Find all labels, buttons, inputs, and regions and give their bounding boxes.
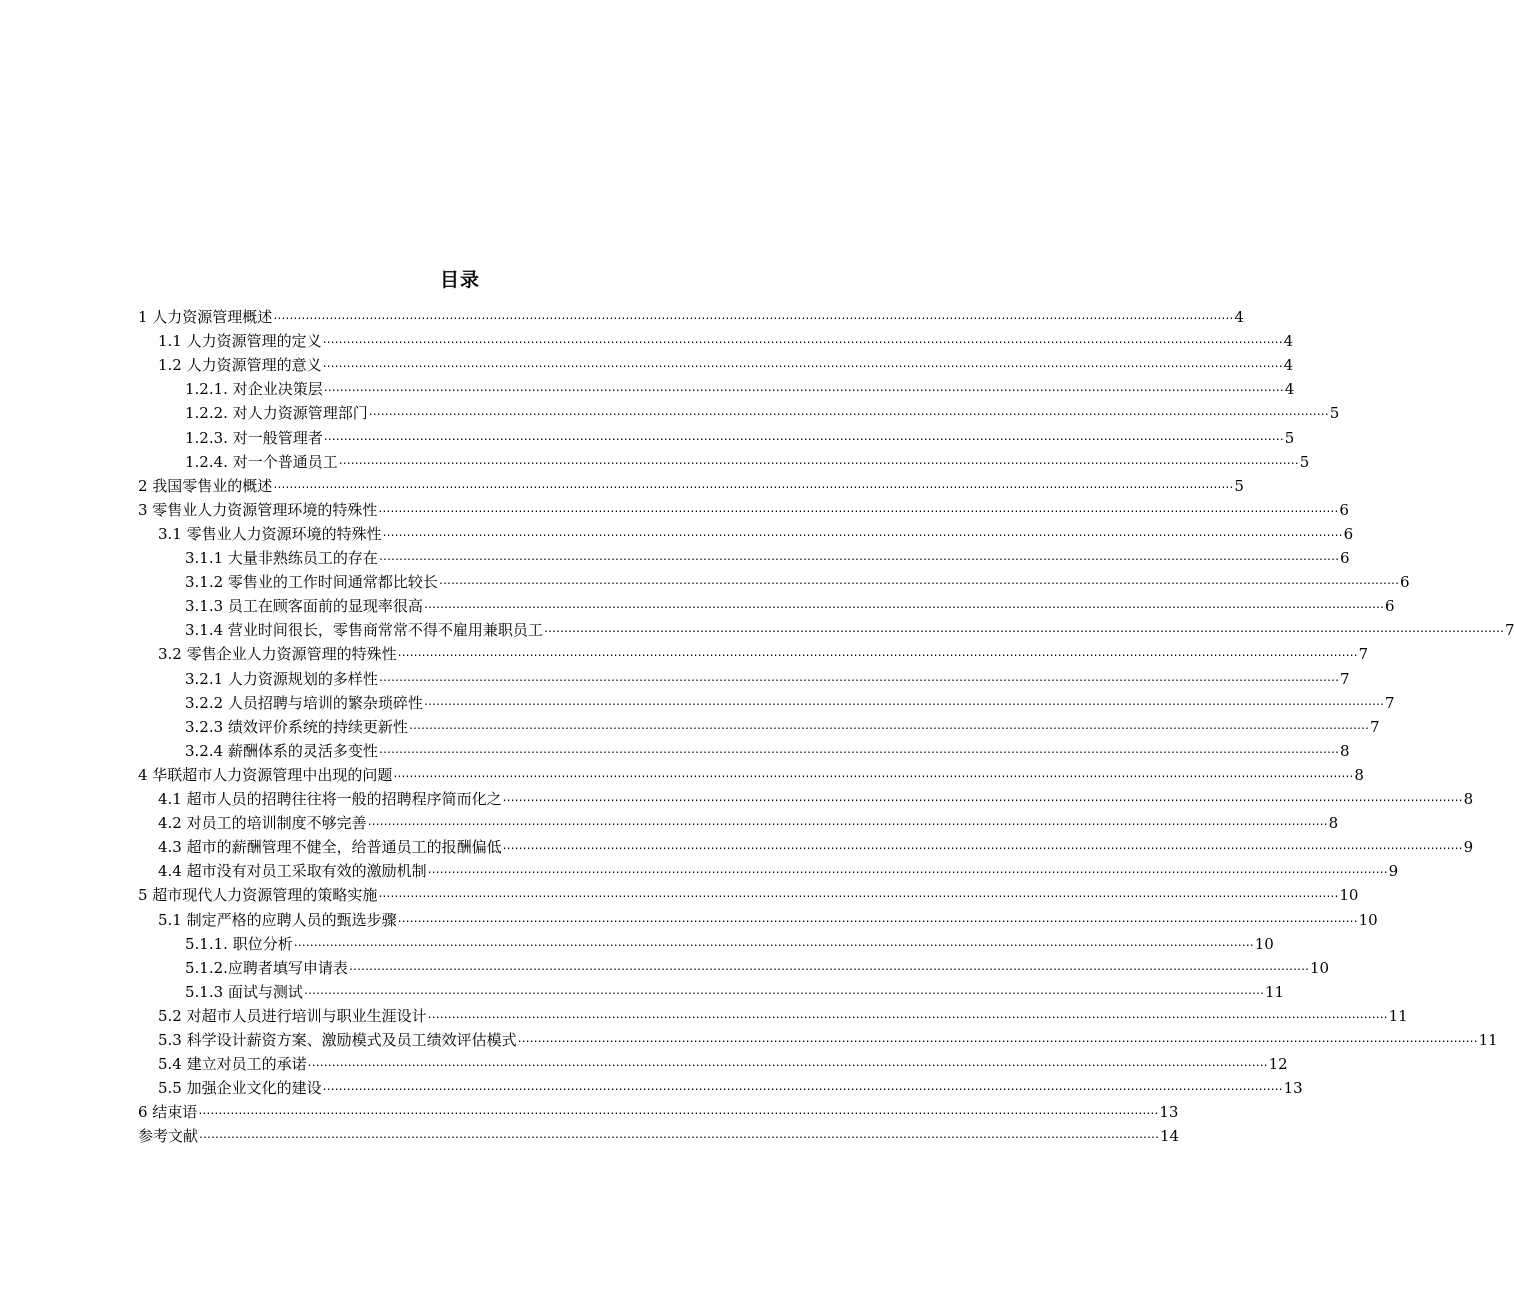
toc-entry[interactable] xyxy=(138,1124,1180,1148)
toc-entry-page-number: 9 xyxy=(1463,838,1474,857)
toc-entry[interactable] xyxy=(185,426,1295,450)
toc-entry-label: 4.1 超市人员的招聘往往将一般的招聘程序简而化之 xyxy=(158,790,502,808)
toc-dot-leader: ⋯⋯⋯⋯⋯⋯⋯⋯⋯⋯⋯⋯⋯⋯⋯⋯⋯⋯⋯⋯⋯⋯⋯⋯⋯⋯⋯⋯⋯⋯⋯⋯⋯⋯⋯⋯⋯⋯⋯⋯⋯⋯⋯⋯⋯⋯⋯⋯⋯⋯⋯⋯⋯⋯⋯⋯⋯⋯⋯⋯⋯⋯⋯⋯⋯⋯⋯⋯⋯⋯⋯⋯⋯⋯⋯⋯⋯⋯⋯⋯ xyxy=(427,1009,1388,1024)
toc-dot-leader: ⋯⋯⋯⋯⋯⋯⋯⋯⋯⋯⋯⋯⋯⋯⋯⋯⋯⋯⋯⋯⋯⋯⋯⋯⋯⋯⋯⋯⋯⋯⋯⋯⋯⋯⋯⋯⋯⋯⋯⋯⋯⋯⋯⋯⋯⋯⋯⋯⋯⋯⋯⋯⋯⋯⋯⋯⋯⋯⋯⋯⋯⋯⋯⋯⋯⋯⋯⋯⋯⋯⋯⋯⋯⋯⋯⋯⋯⋯⋯⋯ xyxy=(199,1130,1160,1145)
toc-entry-page-number: 5 xyxy=(1299,452,1310,471)
toc-entry[interactable] xyxy=(185,618,1514,642)
toc-dot-leader: ⋯⋯⋯⋯⋯⋯⋯⋯⋯⋯⋯⋯⋯⋯⋯⋯⋯⋯⋯⋯⋯⋯⋯⋯⋯⋯⋯⋯⋯⋯⋯⋯⋯⋯⋯⋯⋯⋯⋯⋯⋯⋯⋯⋯⋯⋯⋯⋯⋯⋯⋯⋯⋯⋯⋯⋯⋯⋯⋯⋯⋯⋯⋯⋯⋯⋯⋯⋯⋯⋯⋯⋯⋯⋯⋯⋯⋯⋯⋯⋯ xyxy=(397,913,1358,928)
toc-dot-leader: ⋯⋯⋯⋯⋯⋯⋯⋯⋯⋯⋯⋯⋯⋯⋯⋯⋯⋯⋯⋯⋯⋯⋯⋯⋯⋯⋯⋯⋯⋯⋯⋯⋯⋯⋯⋯⋯⋯⋯⋯⋯⋯⋯⋯⋯⋯⋯⋯⋯⋯⋯⋯⋯⋯⋯⋯⋯⋯⋯⋯⋯⋯⋯⋯⋯⋯⋯⋯⋯⋯⋯⋯⋯⋯⋯⋯⋯⋯⋯⋯ xyxy=(517,1034,1478,1048)
toc-entry-label: 4 华联超市人力资源管理中出现的问题 xyxy=(138,765,393,784)
toc-entry-label: 3.2.3 绩效评价系统的持续更新性 xyxy=(185,717,408,736)
toc-dot-leader: ⋯⋯⋯⋯⋯⋯⋯⋯⋯⋯⋯⋯⋯⋯⋯⋯⋯⋯⋯⋯⋯⋯⋯⋯⋯⋯⋯⋯⋯⋯⋯⋯⋯⋯⋯⋯⋯⋯⋯⋯⋯⋯⋯⋯⋯⋯⋯⋯⋯⋯⋯⋯⋯⋯⋯⋯⋯⋯⋯⋯⋯⋯⋯⋯⋯⋯⋯⋯⋯⋯⋯⋯⋯⋯⋯⋯⋯⋯⋯⋯ xyxy=(323,383,1284,398)
toc-entry-page-number: 10 xyxy=(1309,958,1330,977)
toc-entry[interactable] xyxy=(185,546,1350,570)
toc-entry[interactable] xyxy=(158,1052,1288,1076)
toc-entry[interactable] xyxy=(158,329,1294,353)
toc-entry-page-number: 4 xyxy=(1284,380,1295,399)
toc-entry-page-number: 10 xyxy=(1254,934,1274,953)
toc-entry-label: 5 超市现代人力资源管理的策略实施 xyxy=(138,886,378,905)
toc-entry[interactable] xyxy=(158,642,1369,666)
toc-entry-page-number: 7 xyxy=(1358,645,1369,664)
toc-dot-leader: ⋯⋯⋯⋯⋯⋯⋯⋯⋯⋯⋯⋯⋯⋯⋯⋯⋯⋯⋯⋯⋯⋯⋯⋯⋯⋯⋯⋯⋯⋯⋯⋯⋯⋯⋯⋯⋯⋯⋯⋯⋯⋯⋯⋯⋯⋯⋯⋯⋯⋯⋯⋯⋯⋯⋯⋯⋯⋯⋯⋯⋯⋯⋯⋯⋯⋯⋯⋯⋯⋯⋯⋯⋯⋯⋯⋯⋯⋯⋯⋯ xyxy=(427,865,1388,880)
toc-entry-label: 1.2 人力资源管理的意义 xyxy=(158,356,322,375)
toc-entry-label: 4.4 超市没有对员工采取有效的激励机制 xyxy=(158,862,427,881)
toc-dot-leader: ⋯⋯⋯⋯⋯⋯⋯⋯⋯⋯⋯⋯⋯⋯⋯⋯⋯⋯⋯⋯⋯⋯⋯⋯⋯⋯⋯⋯⋯⋯⋯⋯⋯⋯⋯⋯⋯⋯⋯⋯⋯⋯⋯⋯⋯⋯⋯⋯⋯⋯⋯⋯⋯⋯⋯⋯⋯⋯⋯⋯⋯⋯⋯⋯⋯⋯⋯⋯⋯⋯⋯⋯⋯⋯⋯⋯⋯⋯⋯⋯ xyxy=(338,455,1299,470)
toc-dot-leader: ⋯⋯⋯⋯⋯⋯⋯⋯⋯⋯⋯⋯⋯⋯⋯⋯⋯⋯⋯⋯⋯⋯⋯⋯⋯⋯⋯⋯⋯⋯⋯⋯⋯⋯⋯⋯⋯⋯⋯⋯⋯⋯⋯⋯⋯⋯⋯⋯⋯⋯⋯⋯⋯⋯⋯⋯⋯⋯⋯⋯⋯⋯⋯⋯⋯⋯⋯⋯⋯⋯⋯⋯⋯⋯⋯⋯⋯⋯⋯⋯ xyxy=(273,311,1234,325)
toc-dot-leader: ⋯⋯⋯⋯⋯⋯⋯⋯⋯⋯⋯⋯⋯⋯⋯⋯⋯⋯⋯⋯⋯⋯⋯⋯⋯⋯⋯⋯⋯⋯⋯⋯⋯⋯⋯⋯⋯⋯⋯⋯⋯⋯⋯⋯⋯⋯⋯⋯⋯⋯⋯⋯⋯⋯⋯⋯⋯⋯⋯⋯⋯⋯⋯⋯⋯⋯⋯⋯⋯⋯⋯⋯⋯⋯⋯⋯⋯⋯⋯⋯ xyxy=(198,1106,1159,1121)
toc-entry-page-number: 10 xyxy=(1358,910,1378,929)
toc-entry-page-number: 8 xyxy=(1463,790,1474,808)
toc-entry-label: 3.2.2 人员招聘与培训的繁杂琐碎性 xyxy=(185,693,423,712)
toc-entry[interactable] xyxy=(158,1004,1408,1028)
toc-entry[interactable] xyxy=(158,859,1399,883)
toc-entry[interactable] xyxy=(158,811,1339,835)
toc-dot-leader: ⋯⋯⋯⋯⋯⋯⋯⋯⋯⋯⋯⋯⋯⋯⋯⋯⋯⋯⋯⋯⋯⋯⋯⋯⋯⋯⋯⋯⋯⋯⋯⋯⋯⋯⋯⋯⋯⋯⋯⋯⋯⋯⋯⋯⋯⋯⋯⋯⋯⋯⋯⋯⋯⋯⋯⋯⋯⋯⋯⋯⋯⋯⋯⋯⋯⋯⋯⋯⋯⋯⋯⋯⋯⋯⋯⋯⋯⋯⋯⋯ xyxy=(323,431,1284,446)
toc-dot-leader: ⋯⋯⋯⋯⋯⋯⋯⋯⋯⋯⋯⋯⋯⋯⋯⋯⋯⋯⋯⋯⋯⋯⋯⋯⋯⋯⋯⋯⋯⋯⋯⋯⋯⋯⋯⋯⋯⋯⋯⋯⋯⋯⋯⋯⋯⋯⋯⋯⋯⋯⋯⋯⋯⋯⋯⋯⋯⋯⋯⋯⋯⋯⋯⋯⋯⋯⋯⋯⋯⋯⋯⋯⋯⋯⋯⋯⋯⋯⋯⋯ xyxy=(378,672,1339,687)
toc-entry-label: 1.2.1. 对企业决策层 xyxy=(185,380,323,399)
toc-entry-page-number: 7 xyxy=(1504,621,1514,640)
toc-entry[interactable] xyxy=(138,498,1349,522)
toc-entry-label: 1.2.4. 对一个普通员工 xyxy=(185,452,338,471)
toc-dot-leader: ⋯⋯⋯⋯⋯⋯⋯⋯⋯⋯⋯⋯⋯⋯⋯⋯⋯⋯⋯⋯⋯⋯⋯⋯⋯⋯⋯⋯⋯⋯⋯⋯⋯⋯⋯⋯⋯⋯⋯⋯⋯⋯⋯⋯⋯⋯⋯⋯⋯⋯⋯⋯⋯⋯⋯⋯⋯⋯⋯⋯⋯⋯⋯⋯⋯⋯⋯⋯⋯⋯⋯⋯⋯⋯⋯⋯⋯⋯⋯⋯ xyxy=(543,624,1504,639)
toc-dot-leader: ⋯⋯⋯⋯⋯⋯⋯⋯⋯⋯⋯⋯⋯⋯⋯⋯⋯⋯⋯⋯⋯⋯⋯⋯⋯⋯⋯⋯⋯⋯⋯⋯⋯⋯⋯⋯⋯⋯⋯⋯⋯⋯⋯⋯⋯⋯⋯⋯⋯⋯⋯⋯⋯⋯⋯⋯⋯⋯⋯⋯⋯⋯⋯⋯⋯⋯⋯⋯⋯⋯⋯⋯⋯⋯⋯⋯⋯⋯⋯⋯ xyxy=(378,503,1339,518)
toc-entry-page-number: 5 xyxy=(1329,404,1340,423)
toc-entry-page-number: 8 xyxy=(1339,741,1350,760)
toc-entry-page-number: 5 xyxy=(1234,476,1244,495)
toc-entry-page-number: 11 xyxy=(1388,1006,1408,1025)
toc-entry[interactable] xyxy=(185,956,1330,980)
toc-entry-label: 5.5 加强企业文化的建设 xyxy=(158,1079,322,1098)
toc-entry-page-number: 4 xyxy=(1234,308,1244,326)
toc-dot-leader: ⋯⋯⋯⋯⋯⋯⋯⋯⋯⋯⋯⋯⋯⋯⋯⋯⋯⋯⋯⋯⋯⋯⋯⋯⋯⋯⋯⋯⋯⋯⋯⋯⋯⋯⋯⋯⋯⋯⋯⋯⋯⋯⋯⋯⋯⋯⋯⋯⋯⋯⋯⋯⋯⋯⋯⋯⋯⋯⋯⋯⋯⋯⋯⋯⋯⋯⋯⋯⋯⋯⋯⋯⋯⋯⋯⋯⋯⋯⋯⋯ xyxy=(408,720,1369,735)
toc-entry-label: 5.4 建立对员工的承诺 xyxy=(158,1055,307,1074)
toc-entry[interactable] xyxy=(138,1100,1179,1124)
toc-entry-label: 3.2.1 人力资源规划的多样性 xyxy=(185,669,378,688)
toc-entry[interactable] xyxy=(185,401,1340,425)
toc-entry[interactable] xyxy=(158,1076,1303,1100)
toc-entry[interactable] xyxy=(185,667,1350,691)
toc-entry-label: 1 人力资源管理概述 xyxy=(138,308,273,326)
toc-dot-leader: ⋯⋯⋯⋯⋯⋯⋯⋯⋯⋯⋯⋯⋯⋯⋯⋯⋯⋯⋯⋯⋯⋯⋯⋯⋯⋯⋯⋯⋯⋯⋯⋯⋯⋯⋯⋯⋯⋯⋯⋯⋯⋯⋯⋯⋯⋯⋯⋯⋯⋯⋯⋯⋯⋯⋯⋯⋯⋯⋯⋯⋯⋯⋯⋯⋯⋯⋯⋯⋯⋯⋯⋯⋯⋯⋯⋯⋯⋯⋯⋯ xyxy=(322,359,1283,374)
toc-dot-leader: ⋯⋯⋯⋯⋯⋯⋯⋯⋯⋯⋯⋯⋯⋯⋯⋯⋯⋯⋯⋯⋯⋯⋯⋯⋯⋯⋯⋯⋯⋯⋯⋯⋯⋯⋯⋯⋯⋯⋯⋯⋯⋯⋯⋯⋯⋯⋯⋯⋯⋯⋯⋯⋯⋯⋯⋯⋯⋯⋯⋯⋯⋯⋯⋯⋯⋯⋯⋯⋯⋯⋯⋯⋯⋯⋯⋯⋯⋯⋯⋯ xyxy=(438,576,1399,591)
toc-entry-label: 5.2 对超市人员进行培训与职业生涯设计 xyxy=(158,1006,427,1025)
toc-entry-page-number: 5 xyxy=(1284,428,1295,447)
toc-entry-label: 5.1.2.应聘者填写申请表 xyxy=(185,958,348,977)
toc-entry[interactable] xyxy=(185,691,1395,715)
toc-dot-leader: ⋯⋯⋯⋯⋯⋯⋯⋯⋯⋯⋯⋯⋯⋯⋯⋯⋯⋯⋯⋯⋯⋯⋯⋯⋯⋯⋯⋯⋯⋯⋯⋯⋯⋯⋯⋯⋯⋯⋯⋯⋯⋯⋯⋯⋯⋯⋯⋯⋯⋯⋯⋯⋯⋯⋯⋯⋯⋯⋯⋯⋯⋯⋯⋯⋯⋯⋯⋯⋯⋯⋯⋯⋯⋯⋯⋯⋯⋯⋯⋯ xyxy=(307,1058,1268,1073)
toc-entry[interactable] xyxy=(158,522,1354,546)
toc-entry[interactable] xyxy=(185,932,1274,956)
toc-entry[interactable] xyxy=(138,763,1364,787)
toc-dot-leader: ⋯⋯⋯⋯⋯⋯⋯⋯⋯⋯⋯⋯⋯⋯⋯⋯⋯⋯⋯⋯⋯⋯⋯⋯⋯⋯⋯⋯⋯⋯⋯⋯⋯⋯⋯⋯⋯⋯⋯⋯⋯⋯⋯⋯⋯⋯⋯⋯⋯⋯⋯⋯⋯⋯⋯⋯⋯⋯⋯⋯⋯⋯⋯⋯⋯⋯⋯⋯⋯⋯⋯⋯⋯⋯⋯⋯⋯⋯⋯⋯ xyxy=(322,335,1283,350)
toc-entry[interactable] xyxy=(158,787,1474,811)
toc-dot-leader: ⋯⋯⋯⋯⋯⋯⋯⋯⋯⋯⋯⋯⋯⋯⋯⋯⋯⋯⋯⋯⋯⋯⋯⋯⋯⋯⋯⋯⋯⋯⋯⋯⋯⋯⋯⋯⋯⋯⋯⋯⋯⋯⋯⋯⋯⋯⋯⋯⋯⋯⋯⋯⋯⋯⋯⋯⋯⋯⋯⋯⋯⋯⋯⋯⋯⋯⋯⋯⋯⋯⋯⋯⋯⋯⋯⋯⋯⋯⋯⋯ xyxy=(368,407,1329,422)
toc-entry[interactable] xyxy=(185,980,1285,1004)
toc-entry-label: 1.2.3. 对一般管理者 xyxy=(185,428,323,447)
toc-entry-page-number: 11 xyxy=(1478,1031,1498,1049)
toc-entry-label: 6 结束语 xyxy=(138,1103,198,1122)
toc-dot-leader: ⋯⋯⋯⋯⋯⋯⋯⋯⋯⋯⋯⋯⋯⋯⋯⋯⋯⋯⋯⋯⋯⋯⋯⋯⋯⋯⋯⋯⋯⋯⋯⋯⋯⋯⋯⋯⋯⋯⋯⋯⋯⋯⋯⋯⋯⋯⋯⋯⋯⋯⋯⋯⋯⋯⋯⋯⋯⋯⋯⋯⋯⋯⋯⋯⋯⋯⋯⋯⋯⋯⋯⋯⋯⋯⋯⋯⋯⋯⋯⋯ xyxy=(423,600,1384,615)
toc-entry-page-number: 8 xyxy=(1354,765,1364,784)
toc-entry-page-number: 6 xyxy=(1339,500,1349,519)
toc-entry-page-number: 6 xyxy=(1339,549,1350,567)
toc-dot-leader: ⋯⋯⋯⋯⋯⋯⋯⋯⋯⋯⋯⋯⋯⋯⋯⋯⋯⋯⋯⋯⋯⋯⋯⋯⋯⋯⋯⋯⋯⋯⋯⋯⋯⋯⋯⋯⋯⋯⋯⋯⋯⋯⋯⋯⋯⋯⋯⋯⋯⋯⋯⋯⋯⋯⋯⋯⋯⋯⋯⋯⋯⋯⋯⋯⋯⋯⋯⋯⋯⋯⋯⋯⋯⋯⋯⋯⋯⋯⋯⋯ xyxy=(502,841,1463,856)
toc-entry-label: 4.2 对员工的培训制度不够完善 xyxy=(158,814,367,833)
toc-entry-label: 参考文献 xyxy=(138,1127,199,1146)
toc-dot-leader: ⋯⋯⋯⋯⋯⋯⋯⋯⋯⋯⋯⋯⋯⋯⋯⋯⋯⋯⋯⋯⋯⋯⋯⋯⋯⋯⋯⋯⋯⋯⋯⋯⋯⋯⋯⋯⋯⋯⋯⋯⋯⋯⋯⋯⋯⋯⋯⋯⋯⋯⋯⋯⋯⋯⋯⋯⋯⋯⋯⋯⋯⋯⋯⋯⋯⋯⋯⋯⋯⋯⋯⋯⋯⋯⋯⋯⋯⋯⋯⋯ xyxy=(378,889,1339,904)
toc-entry-label: 3.2.4 薪酬体系的灵活多变性 xyxy=(185,741,378,760)
toc-entry-page-number: 6 xyxy=(1399,573,1410,592)
toc-entry[interactable] xyxy=(158,908,1378,932)
toc-entry-page-number: 11 xyxy=(1264,982,1285,1001)
toc-entry-label: 3.1.1 大量非熟练员工的存在 xyxy=(185,549,378,567)
toc-entry[interactable] xyxy=(185,377,1295,401)
toc-entry-label: 5.1 制定严格的应聘人员的甄选步骤 xyxy=(158,910,397,929)
toc-entry-page-number: 7 xyxy=(1369,717,1380,736)
table-of-contents xyxy=(0,305,1514,1146)
toc-entry-page-number: 6 xyxy=(1343,524,1354,543)
toc-dot-leader: ⋯⋯⋯⋯⋯⋯⋯⋯⋯⋯⋯⋯⋯⋯⋯⋯⋯⋯⋯⋯⋯⋯⋯⋯⋯⋯⋯⋯⋯⋯⋯⋯⋯⋯⋯⋯⋯⋯⋯⋯⋯⋯⋯⋯⋯⋯⋯⋯⋯⋯⋯⋯⋯⋯⋯⋯⋯⋯⋯⋯⋯⋯⋯⋯⋯⋯⋯⋯⋯⋯⋯⋯⋯⋯⋯⋯⋯⋯⋯⋯ xyxy=(322,1082,1283,1097)
toc-entry-page-number: 12 xyxy=(1268,1055,1288,1074)
toc-entry-page-number: 4 xyxy=(1283,356,1294,375)
toc-entry[interactable] xyxy=(158,353,1294,377)
toc-entry-page-number: 10 xyxy=(1339,886,1359,905)
toc-entry-label: 3.1 零售业人力资源环境的特殊性 xyxy=(158,524,382,543)
toc-entry-label: 3.2 零售企业人力资源管理的特殊性 xyxy=(158,645,397,664)
toc-dot-leader: ⋯⋯⋯⋯⋯⋯⋯⋯⋯⋯⋯⋯⋯⋯⋯⋯⋯⋯⋯⋯⋯⋯⋯⋯⋯⋯⋯⋯⋯⋯⋯⋯⋯⋯⋯⋯⋯⋯⋯⋯⋯⋯⋯⋯⋯⋯⋯⋯⋯⋯⋯⋯⋯⋯⋯⋯⋯⋯⋯⋯⋯⋯⋯⋯⋯⋯⋯⋯⋯⋯⋯⋯⋯⋯⋯⋯⋯⋯⋯⋯ xyxy=(303,985,1264,1000)
toc-entry-page-number: 14 xyxy=(1160,1127,1180,1146)
toc-entry-page-number: 9 xyxy=(1388,862,1399,881)
toc-entry[interactable] xyxy=(158,1028,1498,1052)
toc-entry-page-number: 7 xyxy=(1339,669,1350,688)
toc-entry-label: 3.1.3 员工在顾客面前的显现率很高 xyxy=(185,597,423,616)
toc-entry-page-number: 13 xyxy=(1159,1103,1179,1122)
toc-entry-label: 1.2.2. 对人力资源管理部门 xyxy=(185,404,368,423)
toc-entry-page-number: 6 xyxy=(1384,597,1395,616)
toc-entry-label: 5.3 科学设计薪资方案、激励模式及员工绩效评估模式 xyxy=(158,1031,517,1049)
toc-entry-label: 5.1.3 面试与测试 xyxy=(185,982,303,1001)
toc-entry-label: 3.1.4 营业时间很长，零售商常常不得不雇用兼职员工 xyxy=(185,621,543,640)
toc-dot-leader: ⋯⋯⋯⋯⋯⋯⋯⋯⋯⋯⋯⋯⋯⋯⋯⋯⋯⋯⋯⋯⋯⋯⋯⋯⋯⋯⋯⋯⋯⋯⋯⋯⋯⋯⋯⋯⋯⋯⋯⋯⋯⋯⋯⋯⋯⋯⋯⋯⋯⋯⋯⋯⋯⋯⋯⋯⋯⋯⋯⋯⋯⋯⋯⋯⋯⋯⋯⋯⋯⋯⋯⋯⋯⋯⋯⋯⋯⋯⋯⋯ xyxy=(393,768,1354,783)
toc-dot-leader: ⋯⋯⋯⋯⋯⋯⋯⋯⋯⋯⋯⋯⋯⋯⋯⋯⋯⋯⋯⋯⋯⋯⋯⋯⋯⋯⋯⋯⋯⋯⋯⋯⋯⋯⋯⋯⋯⋯⋯⋯⋯⋯⋯⋯⋯⋯⋯⋯⋯⋯⋯⋯⋯⋯⋯⋯⋯⋯⋯⋯⋯⋯⋯⋯⋯⋯⋯⋯⋯⋯⋯⋯⋯⋯⋯⋯⋯⋯⋯⋯ xyxy=(502,793,1463,807)
toc-entry[interactable] xyxy=(185,739,1350,763)
toc-entry[interactable] xyxy=(138,474,1244,498)
toc-entry-page-number: 7 xyxy=(1384,693,1395,712)
toc-dot-leader: ⋯⋯⋯⋯⋯⋯⋯⋯⋯⋯⋯⋯⋯⋯⋯⋯⋯⋯⋯⋯⋯⋯⋯⋯⋯⋯⋯⋯⋯⋯⋯⋯⋯⋯⋯⋯⋯⋯⋯⋯⋯⋯⋯⋯⋯⋯⋯⋯⋯⋯⋯⋯⋯⋯⋯⋯⋯⋯⋯⋯⋯⋯⋯⋯⋯⋯⋯⋯⋯⋯⋯⋯⋯⋯⋯⋯⋯⋯⋯⋯ xyxy=(273,479,1234,494)
toc-dot-leader: ⋯⋯⋯⋯⋯⋯⋯⋯⋯⋯⋯⋯⋯⋯⋯⋯⋯⋯⋯⋯⋯⋯⋯⋯⋯⋯⋯⋯⋯⋯⋯⋯⋯⋯⋯⋯⋯⋯⋯⋯⋯⋯⋯⋯⋯⋯⋯⋯⋯⋯⋯⋯⋯⋯⋯⋯⋯⋯⋯⋯⋯⋯⋯⋯⋯⋯⋯⋯⋯⋯⋯⋯⋯⋯⋯⋯⋯⋯⋯⋯ xyxy=(293,937,1254,952)
toc-dot-leader: ⋯⋯⋯⋯⋯⋯⋯⋯⋯⋯⋯⋯⋯⋯⋯⋯⋯⋯⋯⋯⋯⋯⋯⋯⋯⋯⋯⋯⋯⋯⋯⋯⋯⋯⋯⋯⋯⋯⋯⋯⋯⋯⋯⋯⋯⋯⋯⋯⋯⋯⋯⋯⋯⋯⋯⋯⋯⋯⋯⋯⋯⋯⋯⋯⋯⋯⋯⋯⋯⋯⋯⋯⋯⋯⋯⋯⋯⋯⋯⋯ xyxy=(382,527,1343,542)
toc-entry-page-number: 13 xyxy=(1283,1079,1303,1098)
toc-entry-page-number: 4 xyxy=(1283,332,1294,351)
toc-entry[interactable] xyxy=(185,715,1380,739)
page-title: 目录 xyxy=(439,269,480,291)
toc-entry-label: 3.1.2 零售业的工作时间通常都比较长 xyxy=(185,573,438,592)
toc-entry[interactable] xyxy=(185,570,1410,594)
toc-entry[interactable] xyxy=(138,883,1359,907)
toc-entry[interactable] xyxy=(185,594,1395,618)
toc-entry-label: 5.1.1. 职位分析 xyxy=(185,934,293,953)
toc-entry[interactable] xyxy=(185,450,1310,474)
toc-entry-label: 4.3 超市的薪酬管理不健全，给普通员工的报酬偏低 xyxy=(158,838,502,857)
toc-dot-leader: ⋯⋯⋯⋯⋯⋯⋯⋯⋯⋯⋯⋯⋯⋯⋯⋯⋯⋯⋯⋯⋯⋯⋯⋯⋯⋯⋯⋯⋯⋯⋯⋯⋯⋯⋯⋯⋯⋯⋯⋯⋯⋯⋯⋯⋯⋯⋯⋯⋯⋯⋯⋯⋯⋯⋯⋯⋯⋯⋯⋯⋯⋯⋯⋯⋯⋯⋯⋯⋯⋯⋯⋯⋯⋯⋯⋯⋯⋯⋯⋯ xyxy=(378,552,1339,566)
toc-dot-leader: ⋯⋯⋯⋯⋯⋯⋯⋯⋯⋯⋯⋯⋯⋯⋯⋯⋯⋯⋯⋯⋯⋯⋯⋯⋯⋯⋯⋯⋯⋯⋯⋯⋯⋯⋯⋯⋯⋯⋯⋯⋯⋯⋯⋯⋯⋯⋯⋯⋯⋯⋯⋯⋯⋯⋯⋯⋯⋯⋯⋯⋯⋯⋯⋯⋯⋯⋯⋯⋯⋯⋯⋯⋯⋯⋯⋯⋯⋯⋯⋯ xyxy=(423,696,1384,711)
toc-entry-label: 3 零售业人力资源管理环境的特殊性 xyxy=(138,500,378,519)
toc-entry[interactable] xyxy=(158,835,1474,859)
toc-dot-leader: ⋯⋯⋯⋯⋯⋯⋯⋯⋯⋯⋯⋯⋯⋯⋯⋯⋯⋯⋯⋯⋯⋯⋯⋯⋯⋯⋯⋯⋯⋯⋯⋯⋯⋯⋯⋯⋯⋯⋯⋯⋯⋯⋯⋯⋯⋯⋯⋯⋯⋯⋯⋯⋯⋯⋯⋯⋯⋯⋯⋯⋯⋯⋯⋯⋯⋯⋯⋯⋯⋯⋯⋯⋯⋯⋯⋯⋯⋯⋯⋯ xyxy=(378,744,1339,759)
toc-entry-page-number: 8 xyxy=(1328,814,1339,833)
toc-dot-leader: ⋯⋯⋯⋯⋯⋯⋯⋯⋯⋯⋯⋯⋯⋯⋯⋯⋯⋯⋯⋯⋯⋯⋯⋯⋯⋯⋯⋯⋯⋯⋯⋯⋯⋯⋯⋯⋯⋯⋯⋯⋯⋯⋯⋯⋯⋯⋯⋯⋯⋯⋯⋯⋯⋯⋯⋯⋯⋯⋯⋯⋯⋯⋯⋯⋯⋯⋯⋯⋯⋯⋯⋯⋯⋯⋯⋯⋯⋯⋯⋯ xyxy=(397,648,1358,663)
toc-dot-leader: ⋯⋯⋯⋯⋯⋯⋯⋯⋯⋯⋯⋯⋯⋯⋯⋯⋯⋯⋯⋯⋯⋯⋯⋯⋯⋯⋯⋯⋯⋯⋯⋯⋯⋯⋯⋯⋯⋯⋯⋯⋯⋯⋯⋯⋯⋯⋯⋯⋯⋯⋯⋯⋯⋯⋯⋯⋯⋯⋯⋯⋯⋯⋯⋯⋯⋯⋯⋯⋯⋯⋯⋯⋯⋯⋯⋯⋯⋯⋯⋯ xyxy=(367,817,1328,832)
toc-entry-label: 2 我国零售业的概述 xyxy=(138,476,273,495)
toc-entry[interactable] xyxy=(138,305,1244,329)
toc-dot-leader: ⋯⋯⋯⋯⋯⋯⋯⋯⋯⋯⋯⋯⋯⋯⋯⋯⋯⋯⋯⋯⋯⋯⋯⋯⋯⋯⋯⋯⋯⋯⋯⋯⋯⋯⋯⋯⋯⋯⋯⋯⋯⋯⋯⋯⋯⋯⋯⋯⋯⋯⋯⋯⋯⋯⋯⋯⋯⋯⋯⋯⋯⋯⋯⋯⋯⋯⋯⋯⋯⋯⋯⋯⋯⋯⋯⋯⋯⋯⋯⋯ xyxy=(348,961,1309,976)
toc-entry-label: 1.1 人力资源管理的定义 xyxy=(158,332,322,351)
